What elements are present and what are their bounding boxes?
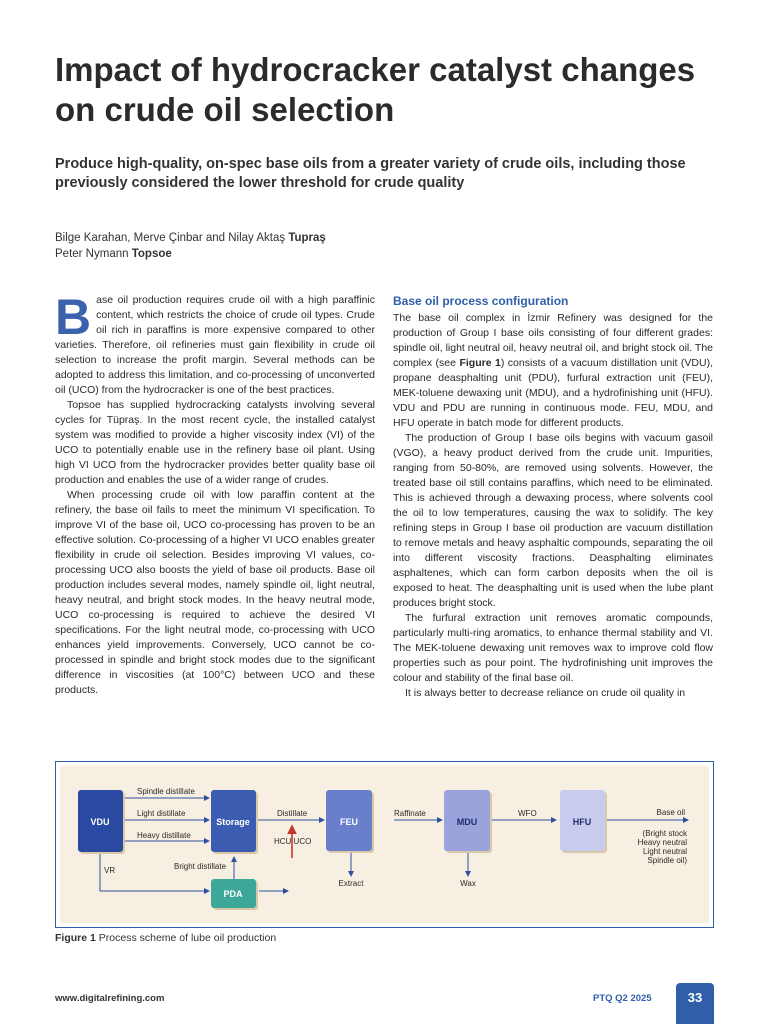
raffinate-label: Raffinate	[394, 809, 426, 818]
caption-text: Process scheme of lube oil production	[98, 932, 277, 944]
vr-label: VR	[104, 866, 116, 875]
base-oil-label: Base oil	[656, 808, 685, 817]
left-column	[55, 289, 375, 698]
paragraph-config	[393, 311, 713, 431]
paragraph-intro-text: ase oil production requires crude oil with a high paraffinic content, which restricts the choice of crude oil types. Crude oil rich in paraffins is more expensive compared to other varieties. Therefore, oil refineries must gain flexibility in crude oil selection to increase the profit margin. Several methods can be adopted to address this limitation, and co-processing of unconverted oil (UCO) from the hydrocracker is one of the best practices.	[55, 294, 375, 396]
bright-label: Bright distillate	[174, 862, 227, 871]
extract-label: Extract	[338, 879, 364, 888]
drop-cap: B	[55, 289, 92, 345]
author-line-1	[55, 230, 455, 246]
figure-1-background	[60, 766, 709, 923]
hfu-label: HFU	[572, 817, 592, 827]
paragraph-config-text-a: The base oil complex in İzmir Refinery was designed for the production of Group I base oils consisting of four different grades: spindle oil, light neutral oil, heavy neutral oil, and bright stock oil. The complex (see	[393, 312, 713, 369]
caption-label: Figure 1	[55, 932, 96, 944]
storage-label: Storage	[216, 817, 250, 827]
wax-label: Wax	[460, 879, 476, 888]
footer-url-link[interactable]: www.digitalrefining.com	[55, 993, 165, 1004]
paragraph-intro	[55, 289, 375, 398]
figure-1-box	[55, 761, 714, 928]
spindle-label: Spindle distillate	[137, 787, 195, 796]
mdu-label: MDU	[456, 817, 478, 827]
heavy-label: Heavy distillate	[137, 831, 191, 840]
grade-spindle-oil: Spindle oil)	[647, 856, 687, 865]
process-scheme-diagram	[60, 766, 709, 923]
paragraph-furfural: The furfural extraction unit removes aromatic compounds, particularly multi-ring aromatics, to enhance thermal stability and VI. The MEK-toluene dewaxing unit removes wax to improve cold flow properties such as pour point. The hydrofinishing unit improves the colour and stability of the final base oil.	[393, 612, 713, 684]
paragraph-low-paraffin: When processing crude oil with low paraffin content at the refinery, the base oil fails to meet the minimum VI specification. To improve VI of the base oil, UCO co-processing has proven to be an effective solution. Co-processing of a higher VI UCO enables greater flexibility in crude oil selection. Besides improving VI values, co-processing UCO also boosts the yield of base oil products. Base oil production includes several modes, namely spindle oil, light neutral, heavy neutral, and bright stock modes. In the heavy neutral mode, UCO co-processing is required to achieve the desired VI specifications. For the light neutral mode, co-processing with UCO enhances yield improvements. Conversely, UCO cannot be co-processed in spindle and bright stock modes due to the significant difference in viscosities (at 100°C) between UCO and these products.	[55, 489, 375, 696]
distillate-label: Distillate	[277, 809, 308, 818]
paragraph-production: The production of Group I base oils begins with vacuum gasoil (VGO), a heavy product derived from the crude unit. Impurities, ranging from 50-80%, are removed using solvents. However, the treated base oil still contains paraffins, which need to be eliminated. This is achieved through a dewaxing process, where solvents cool the oil to low temperatures, causing the wax to solidify. The key refining steps in Group I base oil production are vacuum distillation to remove metals and heavy asphaltic compounds, separating the oil into different viscosity fractions. Deasphalting eliminates asphaltenes, which can form carbon deposits when the oil is exposed to heat. The deasphalting unit is used when the lube plant produces bright stock.	[393, 432, 713, 609]
feu-label: FEU	[340, 817, 358, 827]
hcu-uco-label: HCU UCO	[274, 837, 312, 846]
authors-topsoe: Peter Nymann	[55, 248, 129, 260]
paragraph-config-text-b: ) consists of a vacuum distillation unit (VDU), propane deasphalting unit (PDU), furfural extraction unit (FEU), MEK-toluene dewaxing unit (MDU), and a hydrofinishing unit (HFU). VDU and PDU are running in continuous mode. FEU, MDU, and HFU operate in batch mode for different products.	[393, 357, 713, 429]
author-block	[55, 230, 455, 262]
article-subtitle: Produce high-quality, on-spec base oils from a greater variety of crude oils, including those previously considered the lower threshold for crude quality	[55, 156, 686, 191]
grade-bright-stock: (Bright stock	[642, 829, 687, 838]
vdu-label: VDU	[90, 817, 110, 827]
company-tupras: Tupraş	[288, 232, 326, 244]
light-label: Light distillate	[137, 809, 186, 818]
paragraph-topsoe: Topsoe has supplied hydrocracking catalysts involving several cycles for Tüpraş. In the most recent cycle, the installed catalyst system was modified to provide a higher viscosity index (VI) of the UCO to potentially enable use in the refinery base oil plant. Using high VI UCO from the hydrocracker provides better quality base oil production and enables the use of a wider range of crudes.	[55, 399, 375, 486]
article-title: Impact of hydrocracker catalyst changes on crude oil selection	[55, 51, 696, 128]
authors-tupras: Bilge Karahan, Merve Çinbar and Nilay Aktaş	[55, 232, 286, 244]
figure-reference[interactable]: Figure 1	[459, 357, 501, 369]
line-vr	[100, 852, 209, 891]
grade-light-neutral: Light neutral	[642, 847, 687, 856]
section-heading: Base oil process configuration	[393, 294, 569, 308]
wfo-label: WFO	[518, 809, 537, 818]
paragraph-reliance: It is always better to decrease reliance on crude oil quality in	[405, 687, 686, 699]
page-number: 33	[676, 983, 714, 1024]
grade-heavy-neutral: Heavy neutral	[637, 838, 687, 847]
author-line-2	[55, 246, 455, 262]
pda-label: PDA	[223, 889, 243, 899]
company-topsoe: Topsoe	[131, 248, 172, 260]
figure-caption	[55, 932, 276, 944]
right-column	[393, 293, 713, 701]
footer-issue: PTQ Q2 2025	[593, 993, 652, 1004]
